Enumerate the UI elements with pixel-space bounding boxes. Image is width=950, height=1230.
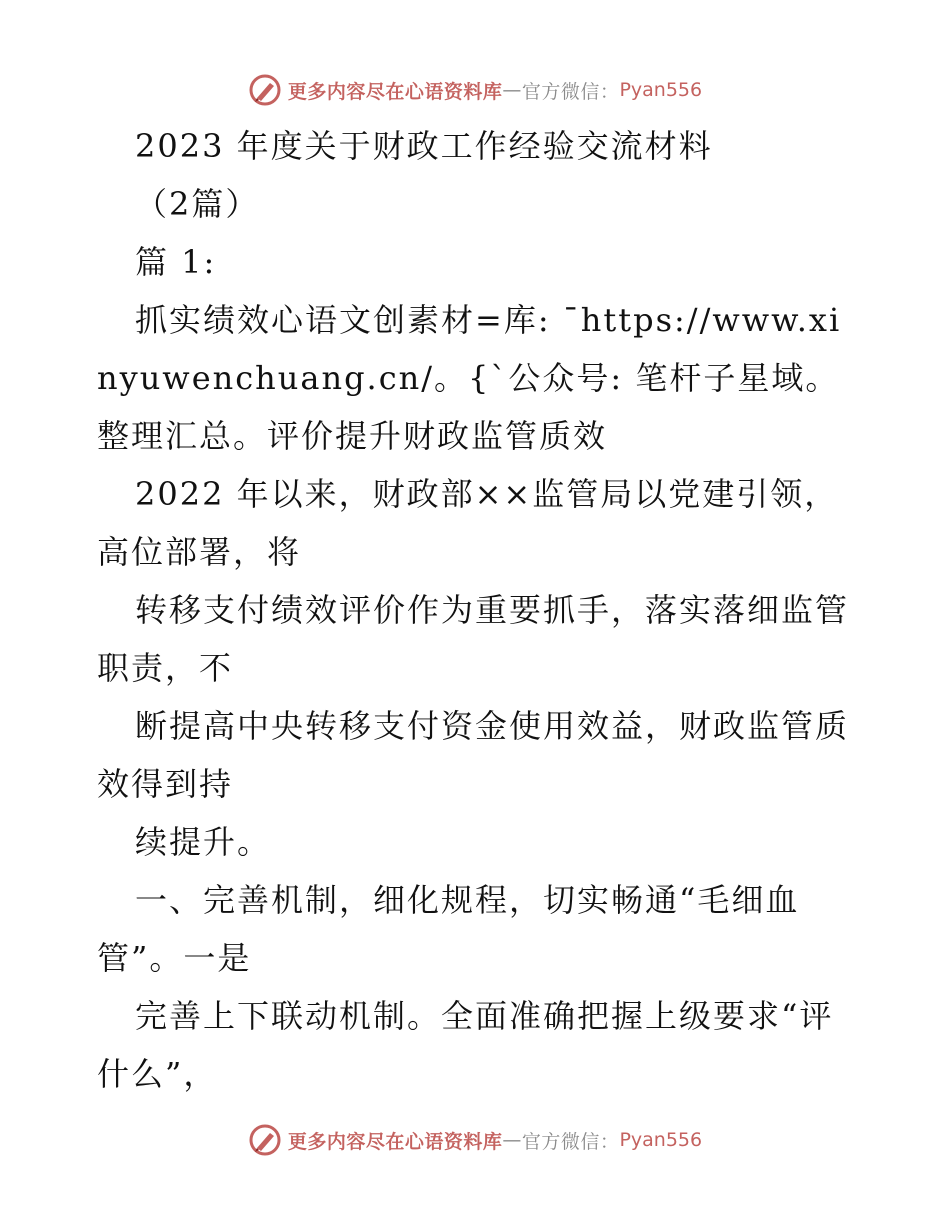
pen-logo-icon xyxy=(248,73,282,107)
banner-wechat-id: Pyan556 xyxy=(619,1129,703,1151)
paragraph: 完善上下联动机制。全面准确把握上级要求“评什么”， xyxy=(97,997,834,1093)
doc-title: 2023 年度关于财政工作经验交流材料 xyxy=(135,127,713,165)
banner-text: 更多内容尽在心语资料库 xyxy=(287,1130,503,1153)
paragraph: 抓实绩效心语文创素材=库: ¯https://www.xinyuwenchuang.cn/。{`公众号: 笔杆子星域。整理汇总。评价提升财政监管质效 xyxy=(97,301,842,455)
banner-wechat-label: 官方微信： xyxy=(521,1130,620,1153)
banner-wechat-label: 官方微信： xyxy=(521,80,620,103)
banner-wechat-id: Pyan556 xyxy=(619,79,703,101)
banner-text: 更多内容尽在心语资料库 xyxy=(287,80,503,103)
document-body xyxy=(97,117,857,1103)
paragraph: 续提升。 xyxy=(135,823,272,861)
header-banner xyxy=(0,70,950,110)
paragraph: 转移支付绩效评价作为重要抓手，落实落细监管职责，不 xyxy=(97,591,850,687)
banner-separator: — xyxy=(502,1129,522,1151)
footer-banner xyxy=(0,1120,950,1160)
doc-subtitle: （2篇） xyxy=(135,185,260,223)
banner-separator: — xyxy=(502,79,522,101)
paragraph: 一、完善机制，细化规程，切实畅通“毛细血管”。一是 xyxy=(97,881,800,977)
pen-logo-icon xyxy=(248,1123,282,1157)
paragraph: 2022 年以来，财政部××监管局以党建引领，高位部署，将 xyxy=(97,475,839,571)
section-heading: 篇 1: xyxy=(135,243,217,281)
paragraph: 断提高中央转移支付资金使用效益，财政监管质效得到持 xyxy=(97,707,850,803)
